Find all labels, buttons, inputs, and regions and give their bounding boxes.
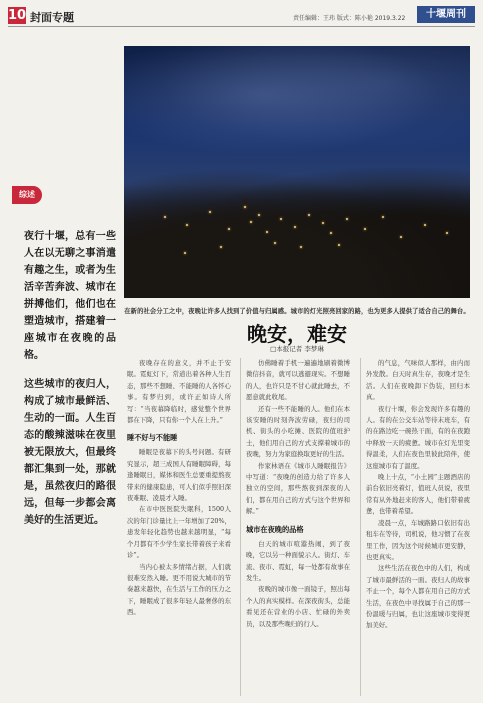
paragraph: 当内心被太多情绪占据，人们就很难安然入睡。更不用说大城市的节奏越来越快，在生活与工作的压力之下，睡眠成了很多年轻人最奢侈的东西。 [127,562,231,617]
paragraph: 凌晨一点，车城路路口依旧有出租车在等待，司机说，他习惯了在夜里工作，因为这个时候城市更安静，也更真实。 [366,518,470,561]
header-divider [8,26,475,27]
text-column-3 [366,358,470,698]
paragraph: 晚上十点，“小土园”主题酒店的前台依旧亮着灯，值班人员说，夜里常有从外地赶来的客人，他们带着疲惫，也带着希望。 [366,473,470,516]
paragraph: 作家林语在《城市人睡眠报告》中写道：“夜晚的创造力给了许多人独立的空间，那些熬夜到深夜的人们，都在用自己的方式与这个世界和解。” [246,461,350,516]
text-column-1 [127,358,231,698]
lead-paragraph-2: 这些城市的夜归人，构成了城市最鲜活、生动的一面。人生百态的酸辣滋味在夜里被无限放大，但最终都汇集到一处，那就是，虽然夜归的路很远，但每一步都会离美好的生活更近。 [24,379,116,526]
column-divider [240,358,241,696]
paragraph: 的气息，气味似人那样，由内而外发散。白天时真生存，夜晚才是生活。人们在夜晚卸下伪装，回归本真。 [366,359,470,402]
paragraph: 在市中医医院失眠科，1500人次的年门诊量比上一年增加了20%，患发年轻化趋势也越来越明显，“每个月都有不少学生家长带着孩子来看诊”。 [127,505,231,560]
paragraph: 白天的城市喧嚣热闹，到了夜晚，它以另一种面貌示人。街灯、车流、夜市、霓虹，每一处都有故事在发生。 [246,539,350,582]
article-title: 晚安，难安 [247,322,347,346]
paragraph: 夜晚存在的意义，并不止于安眠。霓虹灯下，常道出着各种人生百态，那些不想睡、不能睡的人各怀心事。有梦归到，或许正如诗人所写：“当夜幕降临时，感觉整个世界都在下降，只有你一个人在上升。” [127,359,231,425]
page-header [8,6,475,28]
paragraph: 夜晚的城市像一面镜子，照出每个人的真实模样。在深夜街头，总能看见还在营业的小店、忙碌的外卖员，以及那些晚归的行人。 [246,585,350,628]
paragraph: 睡眠是夜幕下的头号问题。有研究显示，超三成国人有睡眠障碍，每逢睡眠日，媒体和医生总要重提熬夜带来的健康隐患，可人们似乎照旧深夜难眠、凌晨才入睡。 [127,448,231,503]
subheading: 城市在夜晚的品格 [246,524,304,534]
paragraph: 仿佛睡着手机一遍遍地刷着微博微信抖音，就可以逃避现实。不想睡的人，也许只是不甘心就此睡去，不愿意就此收尾。 [246,359,350,402]
night-cityscape-photo [124,46,470,298]
lead-summary [24,228,116,541]
paragraph: 还有一些不能睡的人。他们在本该安睡的时刻奔波劳碌，夜归的司机、街头的小吃摊、医院的值班护士，他们用自己的方式支撑着城市的夜晚，努力为家庭换取更好的生活。 [246,404,350,459]
section-title: 封面专题 [30,11,74,24]
paper-name-badge: 十堰周刊 [417,6,475,23]
text-column-2 [246,358,350,698]
paragraph: 这些生活在夜色中的人们，构成了城市最鲜活的一面。夜归人的故事不止一个，每个人都在用自己的方式生活，在夜色中寻找属于自己的那一份温暖与归属，也让这座城市变得更加美好。 [366,564,470,630]
photo-caption: 在新的社会分工之中，夜晚让许多人找到了价值与归属感。城市的灯光照亮回家的路，也为更多人提供了适合自己的舞台。 [124,308,470,315]
editor-credits: 责任编辑：王玮 版式：陈小艳 2019.3.22 [293,15,406,22]
subheading: 睡不好与不能睡 [127,433,178,443]
page-number: 10 [8,8,27,23]
lead-paragraph-1: 夜行十堰，总有一些人在以无聊之事消遣有趣之生，或者为生活辛苦奔波、城市在拼搏他们，他们也在塑造城市，搭建着一座城市在夜晚的品格。 [24,231,116,361]
column-divider [360,358,361,696]
paragraph: 夜行十堰，你会发现许多有趣的人。有的在公交车站等待末班车，有的在路边吃一碗热干面，有的在夜跑中释放一天的疲惫。城市在灯光里变得温柔，人们在夜色里彼此陪伴，使这座城市有了温度。 [366,404,470,470]
article-byline: □本报记者 李梦琳 [270,345,324,353]
lead-tag: 综述 [12,186,42,204]
